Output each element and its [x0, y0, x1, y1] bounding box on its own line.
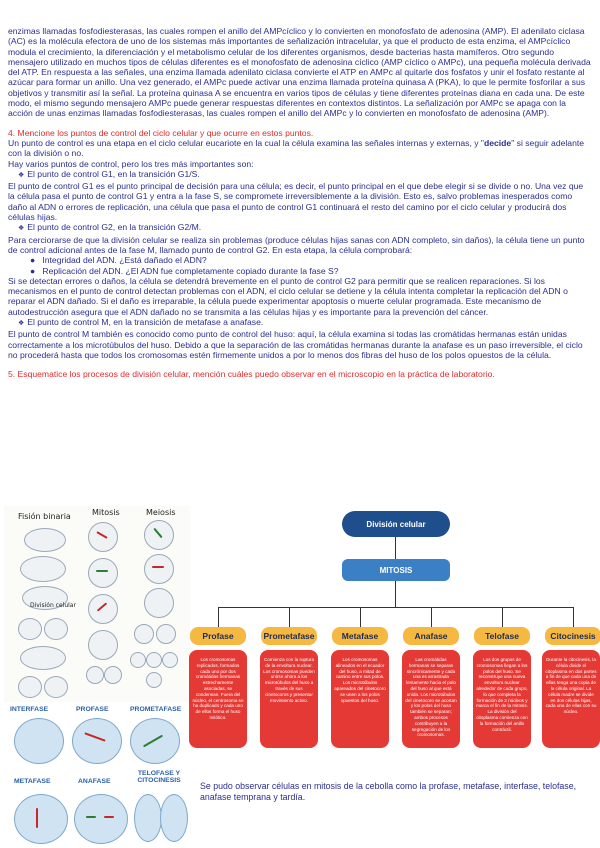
- sketch-cell: [20, 646, 66, 670]
- chromosome-mark: [36, 808, 38, 828]
- phase-label-anaphase: ANAFASE: [78, 778, 111, 785]
- phase-description-anafase: Las cromátidas hermanas se separan sincrónicamente y cada una es arrastrada lentamente hacia el polo del huso al que está unida. Los microtúbulos del cinetocoro se acortan y los polos del huso también se separan; ambos procesos contribuyen a la segregación de los cromosomas.: [402, 650, 460, 748]
- paragraph-g2: Para cerciorarse de que la división celular se realiza sin problemas (produce células hijas sanas con ADN completo, sin daños), la célula tiene un punto de control adicional antes de la fase M, llamado punto de control G2. En esta etapa, la célula comprobará:: [8, 234, 585, 255]
- bullet-text: El punto de control M, en la transición de metafase a anafase.: [27, 317, 264, 328]
- label-binary-fission: Fisión binaria: [18, 512, 71, 521]
- label-meiosis: Meiosis: [146, 508, 176, 517]
- sketch-cell: [44, 618, 68, 640]
- sketch-cell: [18, 618, 42, 640]
- sketch-cell: [144, 588, 174, 618]
- anaphase-cell-illustration: [74, 794, 128, 844]
- diagram-child-node: MITOSIS: [342, 559, 450, 581]
- sketch-cell: [88, 630, 118, 660]
- phase-node-telofase: Telofase: [474, 627, 530, 645]
- sketch-cell: [88, 558, 118, 588]
- diagram-root-node: División celular: [342, 511, 450, 537]
- sketch-cell: [162, 652, 178, 668]
- phase-node-citocinesis: Citocinesis: [545, 627, 600, 645]
- lab-observation-text: Se pudo observar células en mitosis de la cebolla como la profase, metafase, interfase, telofase, anafase temprana y tardía.: [200, 780, 577, 802]
- sketch-cell: [146, 652, 162, 668]
- metaphase-cell-illustration: [14, 794, 68, 844]
- diamond-bullet-icon: ❖: [18, 225, 25, 233]
- connector-line: [573, 607, 574, 627]
- sketch-cell: [44, 676, 68, 698]
- sketch-cell: [146, 672, 162, 688]
- connector-line: [360, 607, 361, 627]
- chromosome-mark: [96, 570, 108, 572]
- diamond-bullet-icon: ❖: [18, 171, 25, 179]
- connector-line: [502, 607, 503, 627]
- sketch-cell: [88, 594, 118, 624]
- telophase-cell-illustration: [134, 794, 162, 842]
- phase-label-telophase: TELOFASE Y CITOCINESIS: [137, 770, 181, 784]
- connector-line: [289, 607, 290, 627]
- phase-description-profase: Los cromosomas replicados, formados cada uno por dos cromátidas hermanas estrechamente asociadas, se condensan. Fuera del núcleo, el centrosoma se ha duplicado y cada uno de ellos forma el huso mitótico.: [189, 650, 247, 748]
- label-mitosis: Mitosis: [92, 508, 120, 517]
- phase-description-prometafase: Comienza con la ruptura de la envoltura nuclear. Los cromosomas pueden unirse ahora a los microtúbulos del huso a través de sus cinetocoros y presentar movimiento activo.: [260, 650, 318, 748]
- connector-line: [218, 607, 573, 608]
- chromosome-mark: [104, 816, 114, 818]
- sketch-cell: [104, 666, 122, 684]
- sketch-cell: [130, 652, 146, 668]
- phase-description-telofase: Los dos grupos de cromosomas llegan a los polos del huso. Se reconstruye una nueva envoltura nuclear alrededor de cada grupo, lo que completa la formación de 2 núcleos y marca el fin de la mitosis. La división del citoplasma comienza con la formación del anillo contráctil.: [473, 650, 531, 748]
- connector-line: [218, 607, 219, 627]
- question-5-heading: 5. Esquematice los procesos de división celular, mención cuáles puedo observar en el microscopio en la práctica de laboratorio.: [8, 369, 495, 380]
- bullet-text: El punto de control G1, en la transición G1/S.: [27, 168, 200, 179]
- phase-node-metafase: Metafase: [332, 627, 388, 645]
- phase-label-prometaphase: PROMETAFASE: [130, 706, 182, 713]
- phase-label-interphase: INTERFASE: [10, 706, 49, 713]
- dot-item-text: Replicación del ADN. ¿El ADN fue completamente copiado durante la fase S?: [42, 265, 339, 276]
- interphase-cell-illustration: [14, 718, 64, 764]
- bullet-m: [8, 317, 592, 329]
- paragraph-checkpoint-intro: Hay varios puntos de control, pero los tres más importantes son:: [8, 158, 254, 169]
- bullet-text: El punto de control G2, en la transición G2/M.: [27, 222, 202, 233]
- telophase-cell-illustration: [160, 794, 188, 842]
- sketch-cell: [86, 666, 104, 684]
- handwritten-note: División celular: [30, 602, 76, 609]
- phase-description-metafase: Los cromosomas alineados en el ecuador del huso, a mitad de camino entre sus polos. Los microtúbulos apareados del cinetocoro se unen a los polos opuestos del huso.: [331, 650, 389, 748]
- phase-description-citocinesis: Durante la citocinesis, la célula divide el citoplasma en dos partes a fin de que cada una de ellas tenga una copia de la célula original. La célula madre se divide en dos células hijas, cada una de ellas con su núcleo.: [542, 650, 600, 748]
- text-fragment: Un punto de control es una etapa en el ciclo celular eucariote en la cual la célula examina las señales internas y externas, y ": [8, 137, 484, 148]
- phase-label-prophase: PROFASE: [76, 706, 109, 713]
- cell-division-collage: [4, 506, 190, 848]
- connector-line: [395, 537, 396, 559]
- sketch-cell: [144, 554, 174, 584]
- connector-line: [395, 581, 396, 607]
- dot-item-integrity: ● Integridad del ADN. ¿Está dañado el ADN?: [30, 255, 207, 266]
- connector-line: [431, 607, 432, 627]
- dot-item-replication: ● Replicación del ADN. ¿El ADN fue completamente copiado durante la fase S?: [30, 265, 339, 276]
- paragraph-g2-errors: Si se detectan errores o daños, la célula se detendrá brevemente en el punto de control G2 para permitir que se realicen reparaciones. Si los mecanismos en el punto de control detectan problemas con el ADN, el ciclo celular se detiene y la célula intenta completar la replicación del ADN o reparar el ADN dañado. Si el daño es irreparable, la célula puede experimentar apoptosis o muerte celular programada. Este mecanismo de autodestrucción asegura que el ADN dañado no se transmita a las células hijas y es importante para la prevención del cáncer.: [8, 275, 568, 317]
- phase-node-prometafase: Prometafase: [261, 627, 317, 645]
- prometaphase-cell-illustration: [130, 718, 180, 764]
- paragraph-intro: enzimas llamadas fosfodiesterasas, las cuales rompen el anillo del AMPcíclico y lo convierten en monofosfato de adenosina (AMP). El adenilato ciclasa (AC) es la molécula efectora de uno de los sistemas más importantes de señalización intracelular, ya que el producto de esta enzima, el AMPcíclico modula el crecimiento, la diferenciación y el metabolismo celular de los diferentes organismos, desde bacterias hasta mamíferos. Otro segundo mensajero utilizado en muchos tipos de células diferentes es el monofosfato de adenosina cíclico (AMP cíclico o AMPc), una pequeña molécula derivada del ATP. En respuesta a las señales, una enzima llamada adenilato ciclasa convierte el ATP en AMPc al quitarle dos fosfatos y unir el fosfato restante al azúcar para formar un anillo. Una vez generado, el AMPc puede activar una enzima llamada proteína quinasa A (PKA), lo que le permite fosforilar a sus objetivos y transmitir así la señal. La proteína quinasa A se encuentra en varios tipos de células y tiene diferentes proteínas diana en cada una. De este modo, el mismo segundo mensajero AMPc puede generar respuestas diferentes en contextos distintos. La señalización por AMPc se apaga con la acción de unas enzimas llamadas fosfodiesterasas, las cuales rompen el anillo del AMPc y lo convierten en monofosfato de adenosina (AMP).: [8, 26, 591, 119]
- chromosome-mark: [152, 566, 164, 568]
- sketch-cell: [18, 676, 42, 698]
- phase-label-metaphase: METAFASE: [14, 778, 51, 785]
- bullet-g1: [8, 169, 592, 181]
- phase-node-anafase: Anafase: [403, 627, 459, 645]
- sketch-cell: [20, 556, 66, 582]
- diamond-bullet-icon: ❖: [18, 320, 25, 328]
- bullet-g2: [8, 222, 592, 234]
- paragraph-g1: El punto de control G1 es el punto principal de decisión para una célula; es decir, el punto principal en el que debe elegir si se divide o no. Una vez que la célula pasa el punto de control G1 y entra a la fase S, se compromete irreversiblemente a la división. Esto es, salvo problemas inesperados como daño al ADN o errores de replicación, una célula que pasa el punto de control G1 continuará el resto del camino por el ciclo celular y producirá dos células hijas.: [8, 181, 584, 223]
- dot-item-text: Integridad del ADN. ¿Está dañado el ADN?: [42, 255, 207, 266]
- mitosis-diagram: [190, 506, 600, 768]
- chromosome-mark: [86, 816, 96, 818]
- paragraph-m: El punto de control M también es conocido como punto de control del huso: aquí, la célula examina si todas las cromátidas hermanas están unidas correctamente a los microtúbulos del huso. Debido a que la separación de las cromátidas hermanas durante la anafase es un paso irreversible, el ciclo no procederá hasta que todos los cromosomas estén firmemente unidos a por lo menos dos fibras del huso de los polos opuestos de la célula.: [8, 329, 583, 360]
- prophase-cell-illustration: [72, 718, 122, 764]
- question-4-heading: 4. Mencione los puntos de control del ciclo celular y que ocurre en estos puntos.: [8, 127, 314, 138]
- bold-word: decide: [483, 137, 512, 148]
- sketch-cell: [24, 528, 66, 552]
- paragraph-checkpoint-definition: [8, 138, 592, 159]
- sketch-cell: [134, 624, 154, 644]
- document-body: [8, 26, 592, 380]
- text-fragment: " si seguir adelante con la división o no.: [8, 137, 585, 159]
- phase-node-profase: Profase: [190, 627, 246, 645]
- sketch-cell: [156, 624, 176, 644]
